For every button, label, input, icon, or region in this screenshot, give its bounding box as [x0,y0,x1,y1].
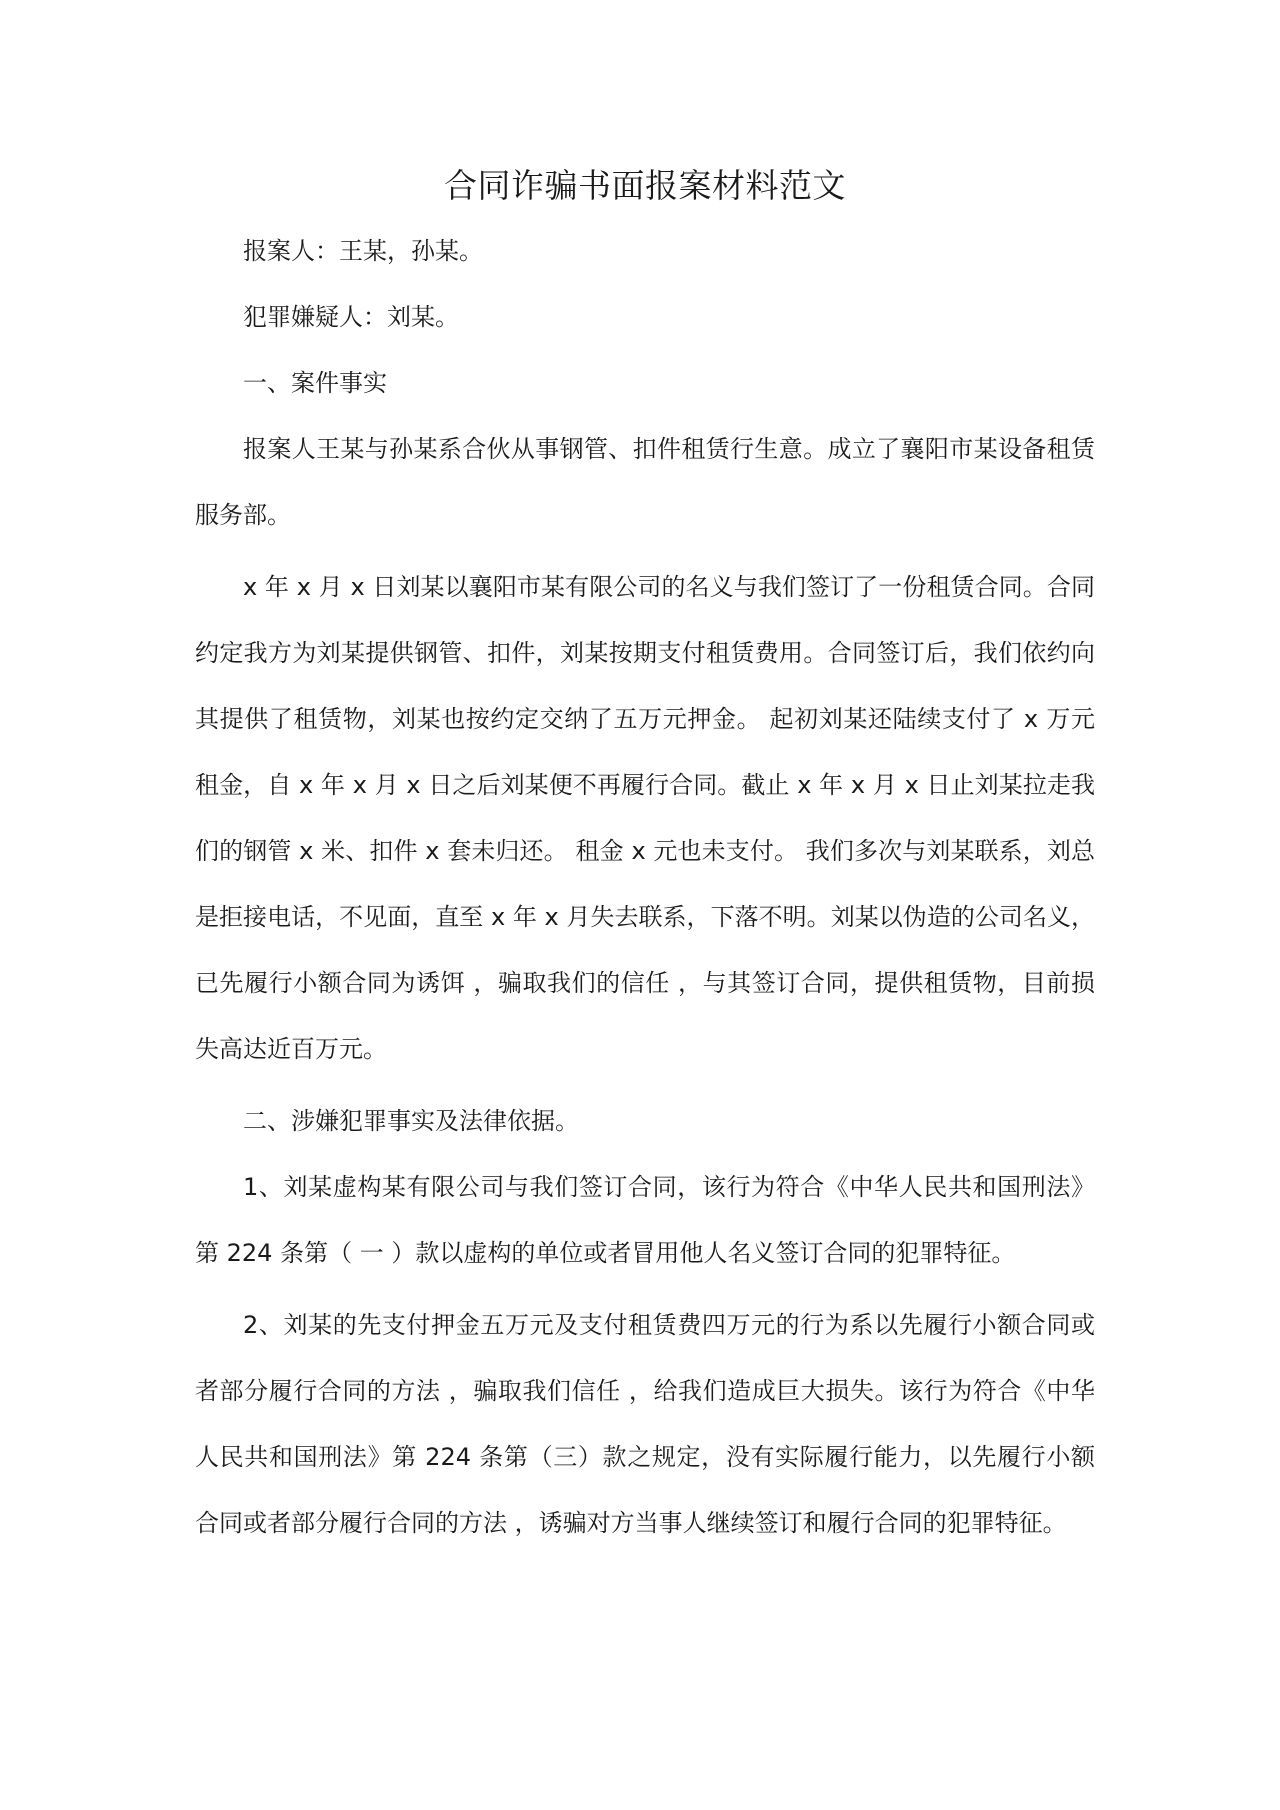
paragraph-background: 报案人王某与孙某系合伙从事钢管、扣件租赁行生意。成立了襄阳市某设备租赁服务部。 [195,435,1095,529]
section-heading-facts: 一、案件事实 [243,369,387,397]
section-heading-legal-basis: 二、涉嫌犯罪事实及法律依据。 [243,1107,579,1135]
paragraph-legal-point-2: 2、刘某的先支付押金五万元及支付租赁费四万元的行为系以先履行小额合同或者部分履行合同的方法 ，骗取我们信任 ，给我们造成巨大损失。该行为符合《中华人民共和国刑法》第 224 条第（三）款之规定，没有实际履行能力，以先履行小额合同或者部分履行合同的方法 ，诱骗对方当事人继续签订和履行合同的犯罪特征。 [195,1311,1095,1537]
document-title: 合同诈骗书面报案材料范文 [444,166,846,205]
reporter-line: 报案人：王某，孙某。 [243,237,483,265]
paragraph-legal-point-1: 1、刘某虚构某有限公司与我们签订合同，该行为符合《中华人民共和国刑法》第 224 条第（ 一 ）款以虚构的单位或者冒用他人名义签订合同的犯罪特征。 [195,1173,1095,1267]
paragraph-case-facts: x 年 x 月 x 日刘某以襄阳市某有限公司的名义与我们签订了一份租赁合同。合同约定我方为刘某提供钢管、扣件，刘某按期支付租赁费用。合同签订后，我们依约向其提供了租赁物，刘某也按约定交纳了五万元押金。 起初刘某还陆续支付了 x 万元租金，自 x 年 x 月 x 日之后刘某便不再履行合同。截止 x 年 x 月 x 日止刘某拉走我们的钢管 x 米、扣件 x 套未归还。 租金 x 元也未支付。 我们多次与刘某联系，刘总是拒接电话，不见面，直至 x 年 x 月失去联系，下落不明。刘某以伪造的公司名义，已先履行小额合同为诱饵 ，骗取我们的信任 ，与其签订合同，提供租赁物，目前损失高达近百万元。 [195,573,1095,1063]
suspect-line: 犯罪嫌疑人：刘某。 [243,303,459,331]
document-body [195,160,1095,1556]
